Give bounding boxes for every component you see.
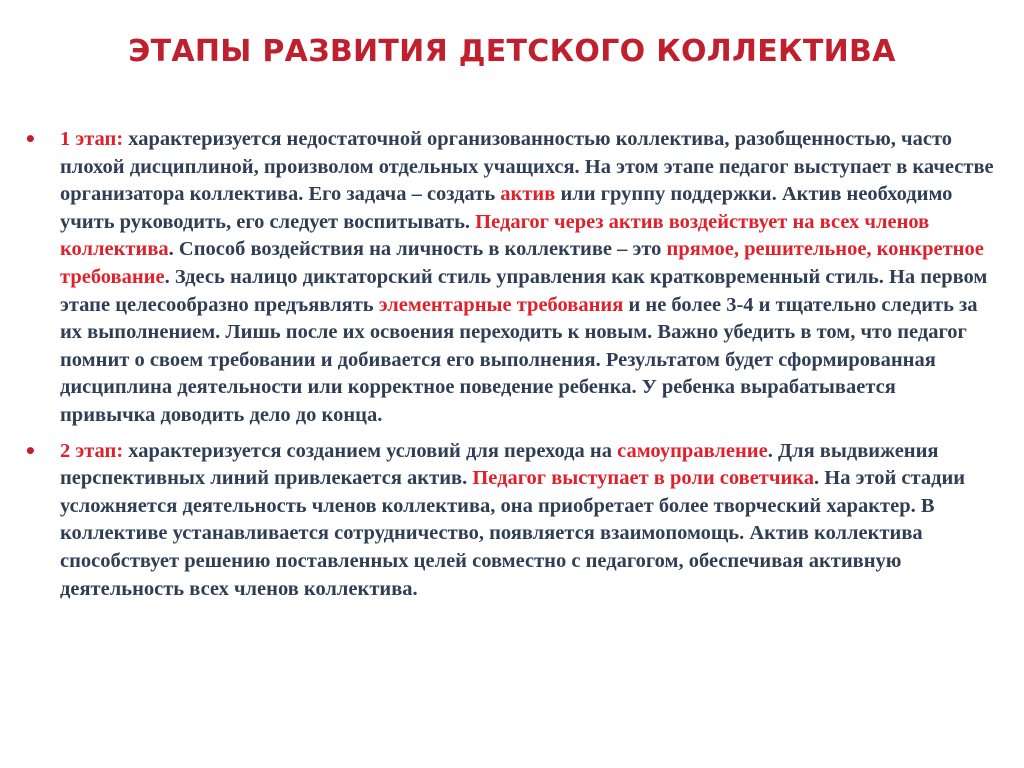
slide-title: ЭТАПЫ РАЗВИТИЯ ДЕТСКОГО КОЛЛЕКТИВА (128, 34, 896, 69)
text-segment: или группу поддержки. Актив необходимо учить руководить, его следует воспитывать. (60, 183, 953, 233)
bullet-icon: • (24, 438, 37, 463)
text-segment: . На этой стадии усложняется деятельность членов коллектива, она приобретает более творческий характер. В коллективе устанавливается сотрудничество, появляется взаимопомощь. Актив коллектива способствует решению поставленных целей совместно с педагогом, обеспечивая активную деятельность всех членов коллектива. (60, 467, 966, 600)
text-segment: и не более 3-4 и тщательно следить за их выполнением. Лишь после их освоения переходить к новым. Важно убедить в том, что педагог помнит о своем требовании и добивается его выполнения. Результатом будет сформированная дисциплина деятельности или корректное поведение ребенка. У ребенка вырабатывается привычка доводить дело до конца. (60, 293, 978, 426)
text-segment: . Способ воздействия на личность в коллективе – это (168, 238, 667, 261)
stage-item-2 (24, 438, 994, 604)
highlight-text: Педагог через актив воздействует на всех членов коллектива (60, 210, 930, 261)
highlight-text: актив (500, 183, 556, 206)
text-segment: характеризуется недостаточной организованностью коллектива, разобщенностью, часто плохой дисциплиной, произволом отдельных учащихся. На этом этапе педагог выступает в качестве организатора коллектива. Его задача – создать (60, 128, 994, 206)
highlight-text: самоуправление (617, 439, 768, 462)
stage-text (60, 440, 965, 600)
text-segment: характеризуется созданием условий для перехода на (123, 439, 618, 462)
text-segment: . Для выдвижения перспективных линий привлекается актив. (60, 439, 939, 490)
bullet-icon: • (24, 127, 37, 151)
stage-list (24, 126, 994, 611)
text-segment: . Здесь налицо диктаторский стиль управления как кратковременный стиль. На первом этапе целесообразно предъявлять (60, 265, 988, 316)
stage-text (60, 128, 994, 426)
stage-item-1 (24, 126, 994, 430)
highlight-text: элементарные требования (378, 293, 624, 316)
stage-label: 2 этап: (60, 439, 124, 462)
highlight-text: Педагог выступает в роли советчика (472, 467, 815, 490)
stage-label: 1 этап: (60, 128, 124, 150)
highlight-text: прямое, решительное, конкретное требование (60, 238, 984, 288)
